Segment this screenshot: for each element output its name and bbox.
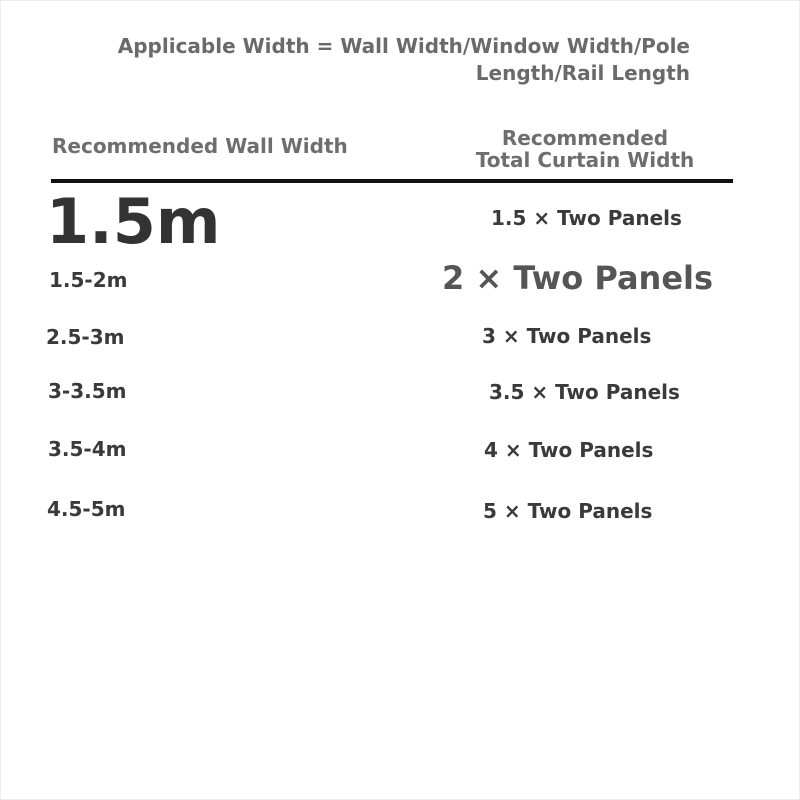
note-line-2: Length/Rail Length <box>475 61 690 85</box>
wall-width-cell: 3-3.5m <box>48 379 127 403</box>
applicable-width-note <box>90 33 690 87</box>
wall-width-cell: 1.5-2m <box>49 268 128 292</box>
wall-width-cell: 1.5m <box>46 185 221 258</box>
note-line-1: Applicable Width = Wall Width/Window Width/Pole <box>117 34 690 58</box>
header-divider <box>51 179 733 183</box>
curtain-width-cell: 3 × Two Panels <box>482 324 652 348</box>
column-header-curtain-line-2: Total Curtain Width <box>475 148 695 172</box>
wall-width-cell: 3.5-4m <box>48 437 127 461</box>
curtain-width-cell: 4 × Two Panels <box>484 438 654 462</box>
wall-width-cell: 2.5-3m <box>46 325 125 349</box>
column-header-curtain-line-1: Recommended <box>501 126 669 150</box>
curtain-width-cell: 1.5 × Two Panels <box>491 206 682 230</box>
curtain-width-cell: 2 × Two Panels <box>442 259 714 297</box>
column-header-wall-width: Recommended Wall Width <box>52 134 348 158</box>
wall-width-cell: 4.5-5m <box>47 497 126 521</box>
curtain-width-cell: 3.5 × Two Panels <box>489 380 680 404</box>
column-header-curtain-width <box>460 127 710 171</box>
curtain-width-cell: 5 × Two Panels <box>483 499 653 523</box>
